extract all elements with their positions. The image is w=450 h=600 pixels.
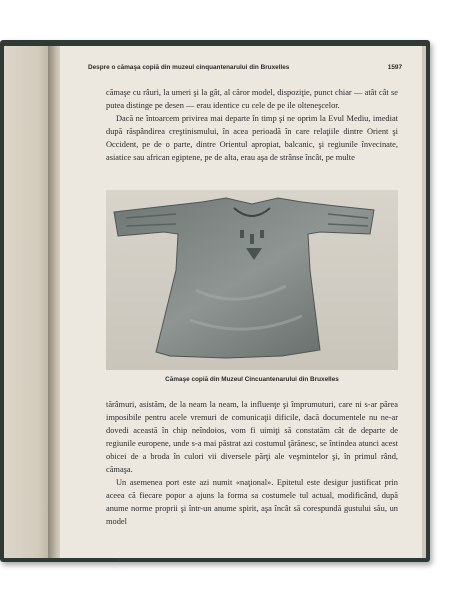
page-fore-edge [422, 46, 426, 558]
page-number: 1597 [387, 64, 402, 71]
paragraph: cămaşe cu râuri, la umeri şi la gât, al căror model, dispoziţie, punct chiar — atât cât se putea distinge pe desen — erau identice cu cele de pe ile olteneşcelor. [106, 88, 398, 110]
paragraph: Dacă ne întoarcem privirea mai departe în timp şi ne oprim la Evul Mediu, imediat după răspândirea creştinismului, în acea perioadă în care relaţiile dintre Orient şi Occident, pe de o parte, dintre Orientul apropiat, balcanic, şi regiunile învecinate, asiatice sau african egiptene, pe de alta, erau aşa de strânse încât, pe multe [106, 114, 398, 162]
figure-caption: Cămaşe copiă din Muzeul Cincuantenarului din Bruxelles [165, 376, 339, 383]
running-head: Despre o cămaşa copiă din muzeul cinquantenarului din Bruxelles [88, 64, 290, 71]
left-page-edge [4, 46, 52, 558]
shirt-photograph [106, 190, 398, 370]
bookmark-ribbon [118, 558, 120, 562]
text-block-top [106, 86, 398, 164]
paragraph: tărâmuri, asistăm, de la neam la neam, la influenţe şi împrumuturi, care ni s-ar părea imposibile pentru acele vremuri de comunicaţii dificile, dacă documentele nu ne-ar dovedi această în chip neîndoios, vom fi uimiţi să constatăm cât de departe de regiunile europene, unde s-a mai păstrat azi costumul ţărănesc, se întindea atunci acest obicei de a broda în culori vii diversele părţi ale veşmintelor şi, în primul rând, cămaşa. [106, 400, 398, 474]
paragraph: Un asemenea port este azi numit «naţional». Epitetul este desigur justificat prin aceea că fiecare popor a ajuns la forma sa costumele tul actual, modificând, după anume norme proprii şi într-un anume spirit, aşa încât să corespundă gustului său, un model [106, 478, 398, 526]
shirt-image [106, 190, 398, 370]
page-header [88, 64, 402, 76]
text-block-bottom [106, 398, 398, 528]
